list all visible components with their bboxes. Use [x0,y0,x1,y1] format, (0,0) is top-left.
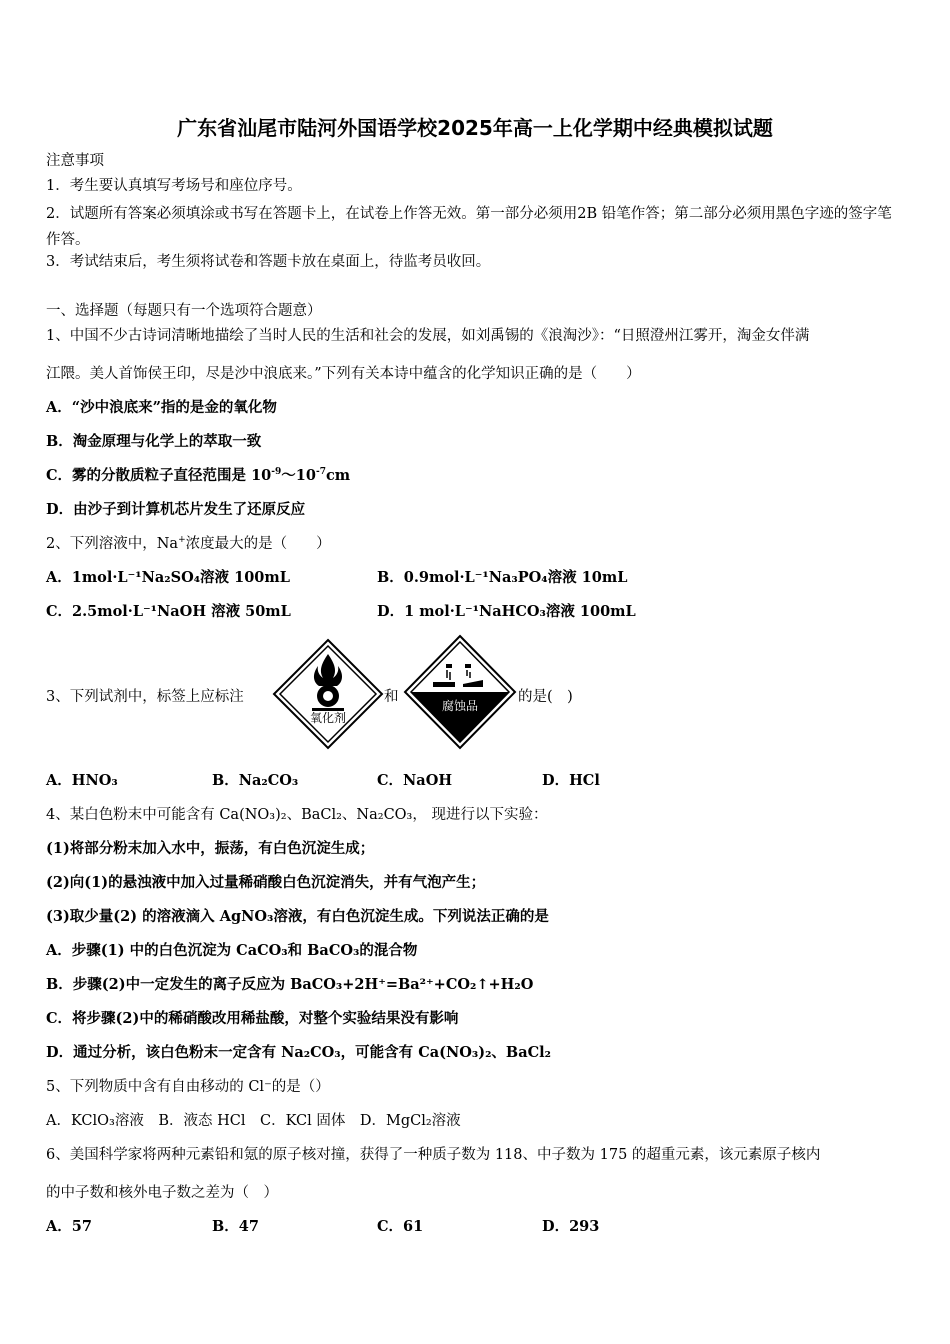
q2-stem: 2、下列溶液中，Na+浓度最大的是（ ） [46,535,331,552]
notice-heading: 注意事项 [46,153,104,169]
q4-stem: 4、某白色粉末中可能含有 Ca(NO₃)₂、BaCl₂、Na₂CO₃， 现进行以下实验： [46,807,548,823]
notice-item-2: 2．试题所有答案必须填涂或书写在答题卡上，在试卷上作答无效。第一部分必须用2B 铅笔作答；第二部分必须用黑色字迹的签字笔作答。 [46,206,892,248]
q4-option-d: D．通过分析，该白色粉末一定含有 Na₂CO₃，可能含有 Ca(NO₃)₂、BaCl₂ [46,1044,551,1061]
q3-option-d: D．HCl [542,772,600,789]
q3-option-a: A．HNO₃ [46,772,118,789]
q2-option-a: A．1mol·L⁻¹Na₂SO₄溶液 100mL [46,569,290,586]
notice-item-3: 3．考试结束后，考生须将试卷和答题卡放在桌面上，待监考员收回。 [46,254,491,270]
corrosive-label-text: 腐蚀品 [441,699,479,713]
q2-option-c: C．2.5mol·L⁻¹NaOH 溶液 50mL [46,603,291,620]
q1-option-b: B．淘金原理与化学上的萃取一致 [46,433,262,450]
q3-stem-mid: 和 [384,689,399,705]
q6-option-c: C．61 [377,1218,424,1235]
q5-options: A．KClO₃溶液 B．液态 HCl C．KCl 固体 D．MgCl₂溶液 [46,1113,461,1129]
q1-option-a: A．“沙中浪底来”指的是金的氧化物 [46,399,277,416]
q1-option-c: C．雾的分散质粒子直径范围是 $10^{-9}\sim 10^{-7}cm$ [46,467,351,484]
q1-stem-line1: 1、中国不少古诗词清晰地描绘了当时人民的生活和社会的发展，如刘禹锡的《浪淘沙》：“日照澄州江雾开，淘金女伴满 [46,328,810,344]
q6-option-d: D．293 [542,1218,600,1235]
notice-item-1: 1．考生要认真填写考场号和座位序号。 [46,178,302,194]
q6-option-b: B．47 [212,1218,259,1235]
q3-stem-post: 的是( ) [518,689,573,705]
q2-option-d: D．1 mol·L⁻¹NaHCO₃溶液 100mL [377,603,636,620]
oxidizer-label-text: 氧化剂 [309,711,347,725]
page-title: 广东省汕尾市陆河外国语学校2025年高一上化学期中经典模拟试题 [177,116,773,140]
q3-stem-pre: 3、下列试剂中，标签上应标注 [46,689,244,705]
q4-step-3: (3)取少量(2) 的溶液滴入 AgNO₃溶液，有白色沉淀生成。下列说法正确的是 [46,908,549,925]
section-heading: 一、选择题（每题只有一个选项符合题意） [46,303,322,319]
q4-step-2: (2)向(1)的悬浊液中加入过量稀硝酸白色沉淀消失，并有气泡产生； [46,874,486,891]
q6-stem-line1: 6、美国科学家将两种元素铅和氪的原子核对撞，获得了一种质子数为 118、中子数为 175 的超重元素，该元素原子核内 [46,1147,821,1163]
q5-stem: 5、下列物质中含有自由移动的 Cl⁻的是（） [46,1079,330,1095]
q3-option-c: C．NaOH [377,772,453,789]
q3-option-b: B．Na₂CO₃ [212,772,299,789]
q4-option-a: A．步骤(1) 中的白色沉淀为 CaCO₃和 BaCO₃的混合物 [46,942,418,959]
q1-option-d: D．由沙子到计算机芯片发生了还原反应 [46,501,306,518]
q1-stem-line2: 江隈。美人首饰侯王印，尽是沙中浪底来。”下列有关本诗中蕴含的化学知识正确的是（ ） [46,366,641,382]
q6-stem-line2: 的中子数和核外电子数之差为（ ） [46,1185,278,1201]
q4-step-1: (1)将部分粉末加入水中，振荡，有白色沉淀生成； [46,840,375,857]
oxidizer-label-icon [272,638,384,750]
q2-option-b: B．0.9mol·L⁻¹Na₃PO₄溶液 10mL [377,569,628,586]
q6-option-a: A．57 [46,1218,92,1235]
q4-option-c: C．将步骤(2)中的稀硝酸改用稀盐酸，对整个实验结果没有影响 [46,1010,459,1027]
q4-option-b: B．步骤(2)中一定发生的离子反应为 BaCO₃+2H⁺=Ba²⁺+CO₂↑+H₂O [46,976,534,993]
corrosive-label-icon [403,634,517,750]
